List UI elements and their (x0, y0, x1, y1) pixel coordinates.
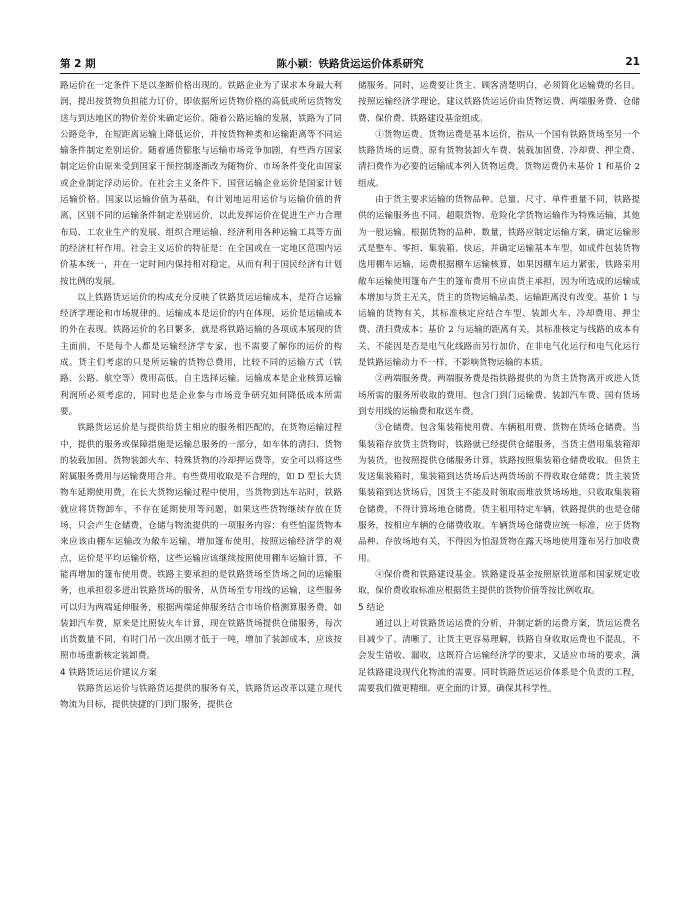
right-column (358, 78, 640, 697)
paragraph: 由于货主要求运输的货物品种、总量、尺寸、单件重量不同，铁路提供的运输服务也不同。超限货物、危险化学货物运输作为特殊运输，其他为一般运输。根据货物的品种、数量，铁路应制定运输方案，确定运输形式是整车、零担、集装箱、快运，并确定运输基本车型，如成件包装货物选用棚车运输，运费根据棚车运输核算，如果因棚车运力紧张，铁路采用敞车运输使用篷布产生的篷布费用不应由货主承担，因为所选成的运输成本增加与货主无关，货主的货物运输品类、运输距离没有改变。基价 1 与运输的货物有关，其标准核定应结合车型、装卸火车、冷却费用、押尘费、清扫费成本；基价 2 与运输的距离有关，其标准核定与线路的成本有关，不能因是否是电气化线路而另行加价，在非电气化运行和电气化运行是铁路运输动力不一样，不影响货物运输的本质。 (358, 195, 640, 369)
section-heading: 5 结论 (358, 602, 385, 613)
paragraph: ②两端服务费。两端服务费是指铁路提供的为货主货物离开或进入货场所需的服务所收取的费用。包含门到门运输费、装卸汽车费、国有货场到专用线的运输费和取送车费。 (358, 374, 640, 417)
paragraph: 铁路货运运价是与提供给货主相应的服务相匹配的，在货物运输过程中，提供的服务或保障措施是运输总服务的一部分，如车体的清扫、货物的装载加固、货物装卸火车、特殊货物的冷却押运费等，安全可以将这些附属服务费用与运输费用合并。有些费用收取是不合理的，如 D 型长大货物车延期使用费，在长大货物运输过程中使用，当货物到达车站时，铁路就应将货物卸车，不存在延期使用等问题，如果这些货物继续存放在货场，只会产生仓储费，仓储与物流提供的一项服务内容；有些怕湿货物本来应该由棚车运输改为敞车运输，增加篷布使用，按照运输经济学的观点，运价是平均运输价格，这些运输应该继续按照使用棚车运输计算，不能再增加的篷布使用费。铁路主要承担的是铁路货场至货场之间的运输服务，也承担很多进出铁路货场的服务，从货场至专用线的运输，这些服务可以归为两端延伸服务，根据两端延伸服务结合市场价格测算服务费，如装卸汽车费，原来是比照装火车计算，现在铁路货场提供仓储服务，每次出货数量不同，有时门吊一次出刚才低于一吨，增加了装卸成本，应该按照市场重新核定装卸费。 (60, 423, 342, 662)
page-header (60, 56, 640, 74)
running-title: 陈小颖：铁路货运运价体系研究 (276, 58, 424, 70)
page-number: 21 (625, 56, 640, 68)
paragraph: ④保价费和铁路建设基金。铁路建设基金按照原铁道部和国家规定收取，保价费收取标准应根据货主提供的货物价值等按比例收取。 (358, 569, 640, 597)
issue-number: 第 2 期 (60, 58, 96, 70)
paragraph: 通过以上对铁路货运运费的分析，并制定新的运费方案，货运运费名目减少了、清晰了，让货主更容易理解，铁路自身收取运费也不混乱，不会发生错收、漏收，这既符合运输经济学的要求，又适应市场的要求，满足铁路建设现代化物流的需要。同时铁路货运运价体系是个负责的工程，需要我们做更精细、更全面的计算，确保其科学性。 (358, 618, 640, 694)
paragraph: 铁路货运运价与铁路货运提供的服务有关，铁路货运改革以建立现代物流为目标，提供快捷的门到门服务，提供仓 (60, 683, 342, 711)
paragraph: 路运价在一定条件下是以垄断价格出现的。铁路企业为了谋求本身最大利润，提出按货物负担能力订价，即依据所运货物价格的高低或所运货物发送与到达地区的物价差价来确定运价。随着公路运输的发展，铁路为了同公路竞争，在短距离运输上降低运价，并按货物种类和运输距离等不同运输条件制定差别运价。随着通货膨胀与运输市场竞争加剧，有些西方国家制定运价由原来受到国家干预控制逐渐改为随物价、市场条件变化由国家或企业制定浮动运价。在社会主义条件下，国营运输企业运价是国家计划运输价格。国家以运输价值为基础，有计划地运用运价与运输价值的背离，区别不同的运输条件制定差别运价，以此发挥运价在促进生产力合理布局、工农业生产的发展、组织合理运输、经济利用各种运输工具等方面的经济杠杆作用。社会主义运价的特征是：在全国或在一定地区范围内运价基本统一，并在一定时间内保持相对稳定，从而有利于国民经济有计划按比例的发展。 (60, 81, 342, 287)
header-rule (60, 73, 640, 74)
paragraph: 以上铁路货运运价的构成充分反映了铁路货运运输成本，是符合运输经济学理论和市场规律的。运输成本是运价的内在体现，运价是运输成本的外在表现。铁路运价的名目繁多，就是将铁路运输的各项成本展现的货主面前，不是每个人都是运输经济学专家，也不需要了解你的运价的构成。货主们考虑的只是所运输的货物总费用，比较不同的运输方式（铁路、公路、航空等）费用高低，自主选择运输。运输成本是企业核算运输利润所必须考虑的，同时也是企业参与市场竞争研究如何降低成本所需要。 (60, 292, 342, 417)
paragraph: ①货物运费。货物运费是基本运价，指从一个国有铁路货场至另一个铁路货场的运费。原有货物装卸火车费、装载加固费、冷却费、押尘费、清扫费作为必要的运输成本列入货物运费。货物运费仍未基价 1 和基价 2 组成。 (358, 129, 640, 189)
section-heading: 4 铁路货运运价建议方案 (60, 667, 157, 678)
paragraph: ③仓储费。包含集装箱使用费、车辆租用费、货物在货场仓储费。当集装箱存放货主货物时，铁路就已经提供仓储服务，当货主借用集装箱却为装货，也按照提供仓储服务计算，铁路按照集装箱仓储费收取。但货主发送集装箱时，集装箱到达货场后达两货场前不得收取仓储费；货主装货集装箱到达货场后，因货主不能及时领取而堆放货场场地，只收取集装箱仓储费，不得计算场地仓储费。货主租用特定车辆，铁路提供的也是仓储服务，按相应车辆的仓储费收取。车辆货场仓储费应统一标准，应于货物品种、存放场地有关，不得因为怕湿货物在露天场地使用篷布另行加收费用。 (358, 423, 640, 564)
paragraph: 储服务。同时，运费要让货主、顾客清楚明白，必须简化运输费的名目。按照运输经济学理论，建议铁路货运运价由货物运费、两端服务费、仓储费、保价费、铁路建设基金组成。 (358, 81, 640, 124)
left-column (60, 78, 342, 714)
